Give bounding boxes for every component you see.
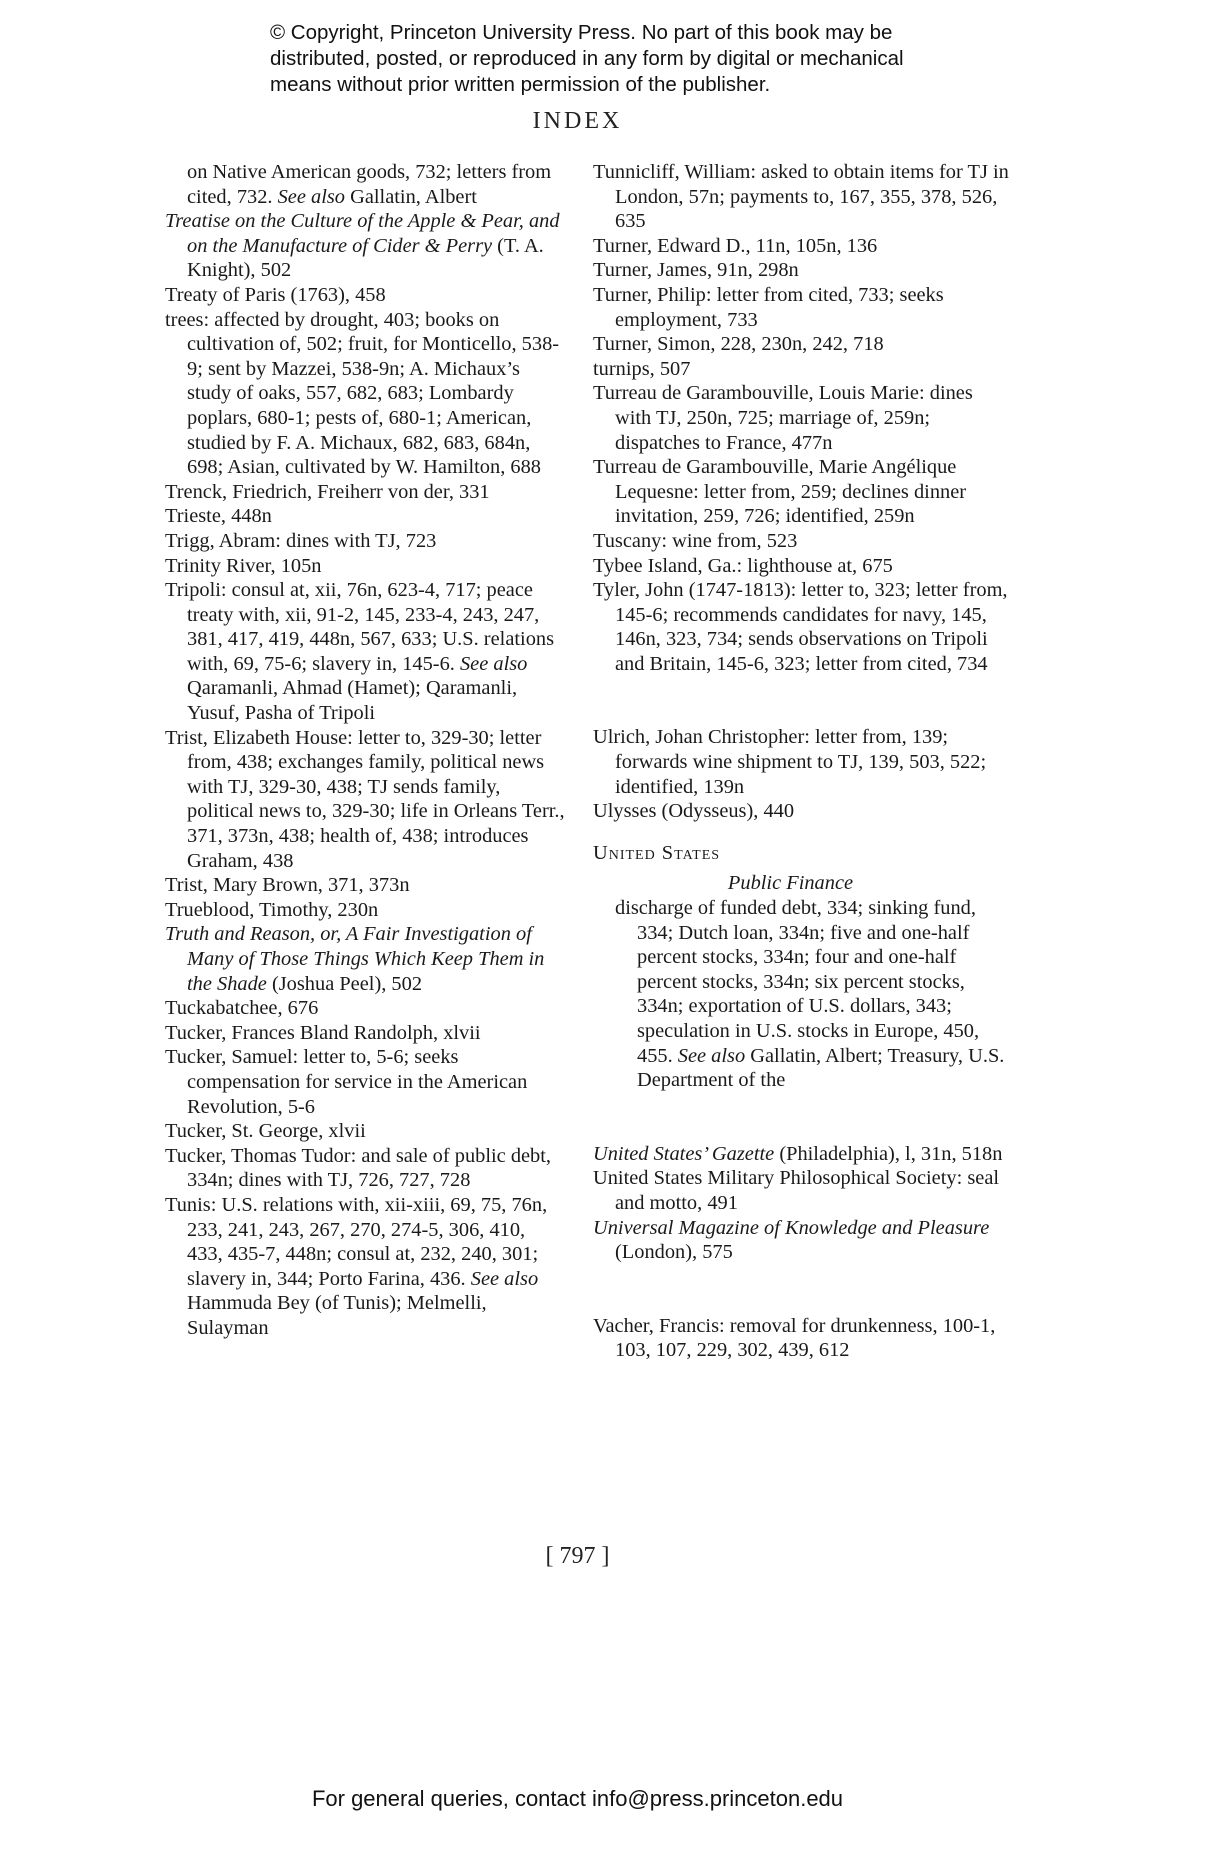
index-entry-text: Tucker, Samuel: letter to, 5-6; seeks compensation for service in the American Revolution, 5-6 [165, 1046, 528, 1118]
index-entry-text: Tunnicliff, William: asked to obtain items for TJ in London, 57n; payments to, 167, 355, 378, 526, 635 [593, 161, 1009, 233]
index-entry-text: (T. A. Knight), 502 [187, 234, 544, 282]
index-entry-italic-text: See also [459, 652, 528, 675]
index-entry [593, 283, 1013, 332]
index-entry [165, 554, 565, 579]
index-entry-text: Tunis: U.S. relations with, xii-xiii, 69, 75, 76n, 233, 241, 243, 267, 270, 274-5, 306, 410, 433, 435-7, 448n; consul at, 232, 240, 301; slavery in, 344; Porto Farina, 436. [165, 1193, 548, 1290]
index-entry [165, 726, 565, 874]
index-entry [593, 1166, 1013, 1215]
index-entry-italic-text: See also [677, 1044, 746, 1067]
index-entry-text: Turner, Philip: letter from cited, 733; seeks employment, 733 [593, 283, 944, 331]
index-column-right [593, 160, 1013, 1363]
index-entry-italic-text: Treatise on the Culture of the Apple & Pear, and on the Manufacture of Cider & Perry [165, 210, 560, 257]
index-subentry [593, 896, 1013, 1093]
index-entry [593, 160, 1013, 234]
index-entry-text: Trigg, Abram: dines with TJ, 723 [165, 529, 437, 552]
index-entry [593, 357, 1013, 382]
index-entry-text: Tyler, John (1747-1813): letter to, 323; letter from, 145-6; recommends candidates for navy, 145, 146n, 323, 734; sends observations on Tripoli and Britain, 145-6, 323; letter from cited, 734 [593, 579, 1008, 675]
index-entry-text: (Philadelphia), l, 31n, 518n [774, 1142, 1003, 1165]
index-entry [165, 1045, 565, 1119]
index-entry-text: Ulrich, Johan Christopher: letter from, 139; forwards wine shipment to TJ, 139, 503, 522; identified, 139n [593, 726, 987, 798]
index-entry-text: Tuckabatchee, 676 [165, 997, 319, 1020]
index-entry [593, 1216, 1013, 1265]
index-entry-text: Ulysses (Odysseus), 440 [593, 800, 795, 823]
index-entry-text: Tucker, St. George, xlvii [165, 1120, 366, 1143]
index-entry-text: Trist, Elizabeth House: letter to, 329-30; letter from, 438; exchanges family, political news with TJ, 329-30, 438; TJ sends family, political news to, 329-30; life in Orleans Terr., 371, 373n, 438; health of, 438; introduces Graham, 438 [165, 726, 565, 872]
index-gap [593, 1093, 1013, 1142]
index-gap [593, 1265, 1013, 1314]
index-entry [593, 1142, 1013, 1167]
index-entry [165, 504, 565, 529]
index-entry-text: Tucker, Thomas Tudor: and sale of public debt, 334n; dines with TJ, 726, 727, 728 [165, 1144, 552, 1192]
index-section-heading [593, 841, 1013, 866]
index-entry-continued [165, 160, 565, 209]
index-entry-text: United States [593, 841, 721, 864]
page-number: [ 797 ] [545, 1543, 610, 1569]
index-entry-text: Vacher, Francis: removal for drunkenness, 100-1, 103, 107, 229, 302, 439, 612 [593, 1314, 996, 1362]
copyright-notice: © Copyright, Princeton University Press. No part of this book may be distributed, posted, or reproduced in any form by digital or mechanical means without prior written permission of the publisher. [270, 21, 904, 96]
index-entry-italic-text: See also [277, 185, 345, 208]
index-entry [165, 480, 565, 505]
index-entry-text: discharge of funded debt, 334; sinking fund, 334; Dutch loan, 334n; five and one-half percent stocks, 334n; four and one-half percent stocks, 334n; six percent stocks, 334n; exportation of U.S. dollars, 343; speculation in U.S. stocks in Europe, 450, 455. [615, 897, 980, 1067]
index-entry [593, 332, 1013, 357]
index-entry-italic-text: United States’ Gazette [593, 1142, 775, 1165]
index-entry-text: United States Military Philosophical Society: seal and motto, 491 [593, 1167, 1000, 1214]
index-entry-text: Turner, James, 91n, 298n [593, 259, 799, 282]
index-entry-text: Public Finance [727, 872, 854, 895]
index-entry [165, 996, 565, 1021]
index-entry [165, 529, 565, 554]
index-entry-text: Turreau de Garambouville, Marie Angélique Lequesne: letter from, 259; declines dinner invitation, 259, 726; identified, 259n [593, 456, 967, 528]
index-gap [593, 824, 1013, 841]
index-entry [593, 799, 1013, 824]
index-entry-text: Gallatin, Albert; Treasury, U.S. Department of the [637, 1044, 1005, 1092]
index-column-left [165, 160, 565, 1341]
index-entry-italic-text: Universal Magazine of Knowledge and Pleasure [593, 1216, 990, 1239]
page-header: INDEX [532, 108, 623, 134]
index-entry-text: Trinity River, 105n [165, 554, 322, 577]
index-entry [165, 308, 565, 480]
index-entry-text: Trieste, 448n [165, 505, 272, 528]
index-entry [593, 1314, 1013, 1363]
index-subheading [593, 871, 988, 896]
index-entry [593, 529, 1013, 554]
index-entry-italic-text: See also [470, 1267, 539, 1290]
index-entry [165, 1193, 565, 1341]
index-entry-text: Trenck, Friedrich, Freiherr von der, 331 [165, 480, 490, 503]
index-entry-text: Tuscany: wine from, 523 [593, 529, 798, 552]
index-entry-text: (London), 575 [615, 1241, 733, 1264]
index-entry-text: trees: affected by drought, 403; books on cultivation of, 502; fruit, for Monticello, 538-9; sent by Mazzei, 538-9n; A. Michaux’s study of oaks, 557, 682, 683; Lombardy poplars, 680-1; pests of, 680-1; American, studied by F. A. Michaux, 682, 683, 684n, 698; Asian, cultivated by W. Hamilton, 688 [165, 308, 560, 479]
footer-contact: For general queries, contact info@press.princeton.edu [311, 1786, 844, 1811]
index-entry [593, 234, 1013, 259]
index-entry-text: on Native American goods, 732; letters from cited, 732. [187, 161, 552, 208]
index-entry-text: Trueblood, Timothy, 230n [165, 898, 379, 921]
index-gap [593, 676, 1013, 725]
index-entry-text: Hammuda Bey (of Tunis); Melmelli, Sulayman [187, 1292, 487, 1339]
index-entry [165, 1119, 565, 1144]
index-entry-italic-text: Truth and Reason, or, A Fair Investigation of Many of Those Things Which Keep Them in the Shade [165, 923, 545, 995]
index-entry-text: Turreau de Garambouville, Louis Marie: dines with TJ, 250n, 725; marriage of, 259n; dispatches to France, 477n [593, 382, 973, 454]
index-entry [593, 725, 1013, 799]
index-entry [165, 898, 565, 923]
index-entry-text: turnips, 507 [593, 357, 691, 380]
index-entry [165, 922, 565, 996]
index-entry [593, 554, 1013, 579]
index-entry [593, 455, 1013, 529]
index-entry-text: Turner, Edward D., 11n, 105n, 136 [593, 234, 878, 257]
index-entry-text: Trist, Mary Brown, 371, 373n [165, 874, 410, 897]
index-entry-text: Tucker, Frances Bland Randolph, xlvii [165, 1021, 481, 1044]
index-entry [165, 873, 565, 898]
index-entry-text: (Joshua Peel), 502 [266, 972, 423, 995]
index-entry-text: Tripoli: consul at, xii, 76n, 623-4, 717; peace treaty with, xii, 91-2, 145, 233-4, 243, 247, 381, 417, 419, 448n, 567, 633; U.S. relations with, 69, 75-6; slavery in, 145-6. [165, 579, 555, 675]
index-entry [165, 209, 565, 283]
index-entry [165, 1144, 565, 1193]
index-entry [165, 578, 565, 726]
index-entry-text: Treaty of Paris (1763), 458 [165, 283, 386, 306]
index-entry [593, 578, 1013, 676]
index-entry-text: Gallatin, Albert [345, 185, 477, 208]
index-entry [165, 283, 565, 308]
index-entry [593, 381, 1013, 455]
index-entry-text: Qaramanli, Ahmad (Hamet); Qaramanli, Yusuf, Pasha of Tripoli [187, 677, 518, 725]
index-entry [165, 1021, 565, 1046]
index-entry-text: Turner, Simon, 228, 230n, 242, 718 [593, 333, 884, 356]
index-entry [593, 258, 1013, 283]
index-entry-text: Tybee Island, Ga.: lighthouse at, 675 [593, 554, 893, 577]
